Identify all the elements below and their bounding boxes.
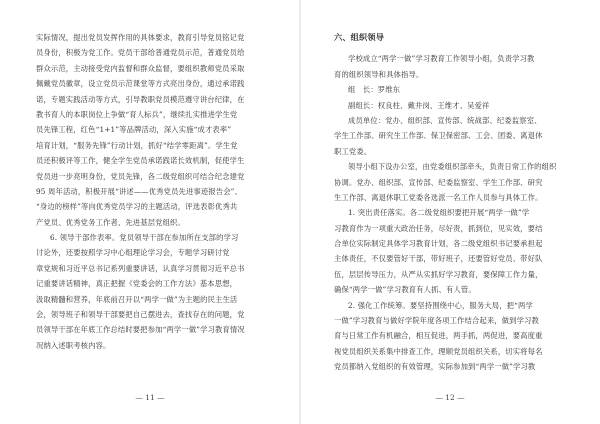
text-line: 培育计划，“服务先锋”行动计划，抓好“结学零距离”。学生党 xyxy=(36,140,238,150)
text-line: 实际情况，提出党员发挥作用的具体要求，教育引导党员铭记党 xyxy=(36,33,245,42)
text-line: 协调。党办、组织部、宣传部、纪委监察室、学生工作部、研究 xyxy=(334,177,543,187)
text-line: 学生工作部、研究生工作部、保卫保密部、工会、团委、离退休 xyxy=(334,131,543,141)
text-line: 员还积极评等工作，健全学生党员承诺践诺长效机制，促使学生 xyxy=(36,156,245,166)
page-number: — 11 — xyxy=(135,393,165,402)
section-title: 六、组织领导 xyxy=(334,32,385,42)
text-line: 生工作部、离退休职工党委各选派一名工作人员参与具体工作。 xyxy=(334,192,543,202)
paragraph-heading-line: 2. 强化工作统筹。要坚持围绕中心，服务大局，把“两学 xyxy=(348,300,533,310)
text-line: 一做”学习教育与做好学院年度各项工作结合起来，做到学习教 xyxy=(334,316,539,326)
text-line: 群众示范，主动接受党内监督和群众监督，要组织教师党员采取 xyxy=(36,63,245,73)
text-line: 员先锋工程，红色“1+1”等品牌活动，深入实施“成才表率” xyxy=(36,125,232,135)
text-line: 员身份，积极为党工作。党员干部给普通党员示范，普通党员给 xyxy=(36,48,245,58)
text-line: 况纳入述职考核内容。 xyxy=(36,340,111,350)
right-page-body xyxy=(334,30,566,375)
text-line: 职工党委。 xyxy=(334,146,372,156)
page-number: — 12 — xyxy=(435,393,465,402)
text-line: “身边的榜样”等向优秀党员学习的主题活动，评选表彰优秀共 xyxy=(36,202,238,212)
text-line: 主体责任，不仅要管好干部，带好班子，还要管好党员、带好队 xyxy=(334,254,543,264)
text-line: 记重要讲话精神，真正把握《党委会的工作方法》基本思想， xyxy=(36,279,238,289)
text-line: 伍，层层传导压力，从严从实抓好学习教育，要保障工作力量， xyxy=(334,269,543,279)
text-line: 确保“两学一做”学习教育有人抓、有人管。 xyxy=(334,285,476,295)
deputy-leader-line: 副组长：权良柱、戴井岗、王维才、吴爱祥 xyxy=(348,100,490,110)
text-line: 讨论外，还要按照学习中心组理论学习会，专题学习研讨党 xyxy=(36,248,230,258)
text-line: 合单位实际制定具体学习教育计划，各二级党组织书记要承担起 xyxy=(334,239,543,249)
text-line: 教书育人的本职岗位上争做“育人标兵”，继续扎实推进学生党 xyxy=(36,109,238,119)
text-line: 习教育作为一项重大政治任务，尽好责，抓到位，见实效，要结 xyxy=(334,223,543,233)
text-line: 学校成立“两学一做”学习教育工作领导小组，负责学习教 xyxy=(348,54,535,64)
text-line: 领导小组下设办公室，由党委组织部牵头，负责日常工作的组织 xyxy=(348,162,557,172)
text-line: 95 周年活动，积极开展“讲述——优秀党员先进事迹报告会”、 xyxy=(36,186,242,196)
text-line: 育与日常工作有机融合，相互促进，两手抓，两促进，要高度重 xyxy=(334,331,543,341)
paragraph-heading-line: 6. 领导干部作表率。党员领导干部在参加所在支部的学习 xyxy=(50,233,239,243)
text-line: 汲取精髓和营养，年底前召开以“两学一做”为主题的民主生活 xyxy=(36,294,238,304)
text-line: 育的组织领导和具体指导。 xyxy=(334,69,424,79)
text-line: 党员都纳入党组织的有效管理，实际参加到“两学一做”学习教 xyxy=(334,362,536,372)
member-units-line: 成员单位：党办、组织部、宣传部、统战部、纪委监察室、 xyxy=(348,115,542,125)
text-line: 诺，专题实践活动等方式，引导教职党员模范遵守讲台纪律，在 xyxy=(36,94,245,104)
leader-line: 组 长：罗维东 xyxy=(348,85,401,95)
paragraph-heading-line: 1. 突出责任落实。各二级党组织要把开展“两学一做”学 xyxy=(348,208,530,218)
text-line: 佩戴党员徽章，设立党员示范课堂等方式亮出身份，通过承诺践 xyxy=(36,79,245,89)
text-line: 视党员组织关系集中排查工作，理顺党员组织关系，切实将每名 xyxy=(334,346,543,356)
text-line: 员领导干部在年底工作总结时要把参加“两学一做”学习教育情况 xyxy=(36,325,245,335)
text-line: 章党规和习近平总书记系列重要讲话，认真学习贯彻习近平总书 xyxy=(36,263,245,273)
text-line: 产党员、优秀党务工作者、先进基层党组织。 xyxy=(36,217,185,227)
right-page xyxy=(300,0,600,424)
left-page-body xyxy=(36,30,268,353)
text-line: 会，领导班子和领导干部要把自己摆进去，查找存在的问题，党 xyxy=(36,310,245,320)
text-line: 党员进一步亮明身份，党员先锋，各二级党组织可结合纪念建党 xyxy=(36,171,245,181)
